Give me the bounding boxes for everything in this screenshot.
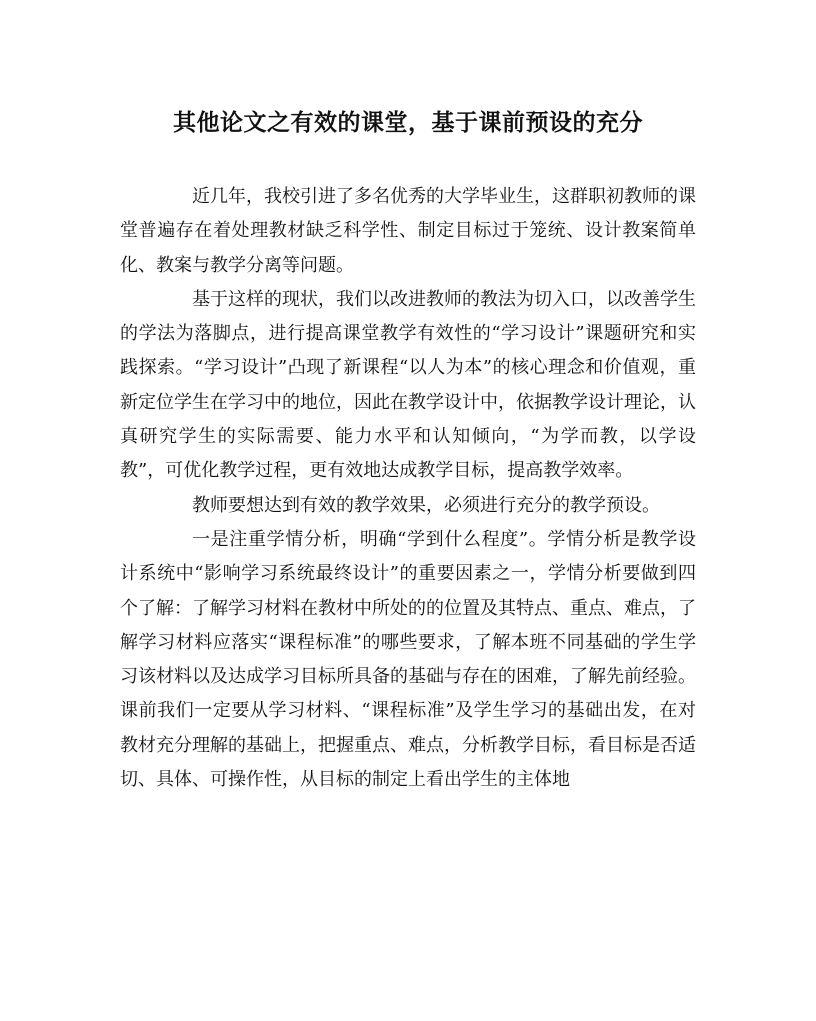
paragraph-3: 教师要想达到有效的教学效果，必须进行充分的教学预设。 (192, 494, 660, 516)
document-body (120, 180, 696, 797)
paragraph-4: 一是注重学情分析，明确“学到什么程度”。学情分析是教学设计系统中“影响学习系统最终设计”的重要因素之一，学情分析要做到四个了解：了解学习材料在教材中所处的的位置及其特点、重点、难点，了解学习材料应落实“课程标准”的哪些要求，了解本班不同基础的学生学习该材料以及达成学习目标所具备的基础与存在的困难，了解先前经验。课前我们一定要从学习材料、“课程标准”及学生学习的基础出发，在对教材充分理解的基础上，把握重点、难点，分析教学目标，看目标是否适切、具体、可操作性，从目标的制定上看出学生的主体地 (120, 528, 696, 791)
paragraph-2: 基于这样的现状，我们以改进教师的教法为切入口，以改善学生的学法为落脚点，进行提高课堂教学有效性的“学习设计”课题研究和实践探索。“学习设计”凸现了新课程“以人为本”的核心理念和价值观，重新定位学生在学习中的地位，因此在教学设计中，依据教学设计理论，认真研究学生的实际需要、能力水平和认知倾向，“为学而教，以学设教”，可优化教学过程，更有效地达成教学目标，提高教学效率。 (120, 288, 696, 482)
document-title: 其他论文之有效的课堂，基于课前预设的充分 (173, 109, 643, 136)
paragraph-1: 近几年，我校引进了多名优秀的大学毕业生，这群职初教师的课堂普遍存在着处理教材缺乏科学性、制定目标过于笼统、设计教案简单化、教案与教学分离等问题。 (120, 186, 696, 276)
